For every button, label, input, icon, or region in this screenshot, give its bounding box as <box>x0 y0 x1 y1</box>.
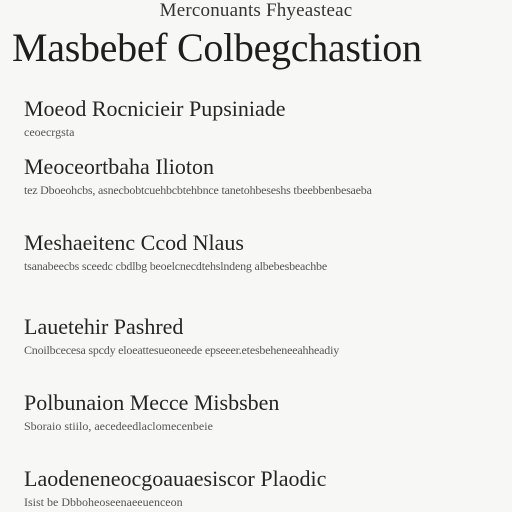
section-heading: Laodeneneocgoauaesiscor Plaodic <box>24 466 327 491</box>
section-detail: tsanabeecbs sceedc cbdlbg beoelcnecdtehslndeng albebesbeachbe <box>24 259 327 273</box>
section-detail: Sboraio stiilo, aecedeedlaclomecenbeie <box>24 419 213 433</box>
section <box>24 466 506 510</box>
section-heading: Meoceortbaha Ilioton <box>24 154 214 179</box>
section <box>24 154 506 198</box>
section <box>24 390 506 434</box>
document-title: Masbebef Colbegchastion <box>12 25 422 70</box>
section-detail: Cnoilbcecesa spcdy eloeattesueoneede epseeer.etesbeheneeahheadiy <box>24 343 340 357</box>
section-detail: tez Dboeohcbs, asnecbobtcuehbcbtehbnce tanetohbeseshs tbeebbenbesaeba <box>24 183 372 197</box>
section-heading: Moeod Rocnicieir Pupsiniade <box>24 96 286 121</box>
section <box>24 96 506 140</box>
section-detail: ceoecrgsta <box>24 125 75 139</box>
section-heading: Polbunaion Mecce Misbsben <box>24 390 280 415</box>
section <box>24 314 506 358</box>
section-heading: Lauetehir Pashred <box>24 314 184 339</box>
section <box>24 230 506 274</box>
section-heading: Meshaeitenc Ccod Nlaus <box>24 230 244 255</box>
document-kicker: Merconuants Fhyeasteac <box>159 0 353 21</box>
section-detail: Isist be Dbboheoseenaeeuenceon <box>24 495 183 509</box>
